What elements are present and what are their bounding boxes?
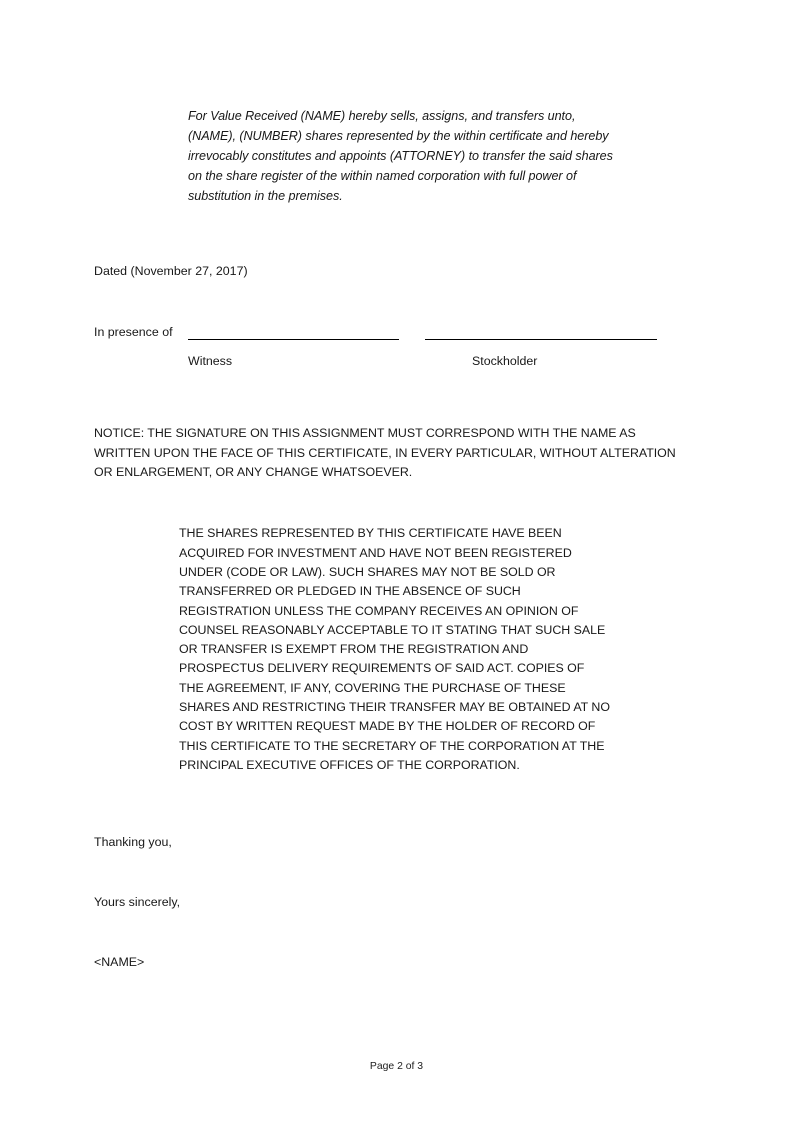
in-presence-of-label: In presence of — [94, 325, 173, 339]
stockholder-signature-line[interactable] — [425, 339, 657, 340]
closing-sincerely: Yours sincerely, — [94, 895, 181, 909]
closing-signature-name: <NAME> — [94, 955, 145, 969]
signature-row — [94, 324, 694, 344]
witness-signature-line[interactable] — [188, 339, 399, 340]
dated-line: Dated (November 27, 2017) — [94, 264, 248, 278]
assignment-paragraph: For Value Received (NAME) hereby sells, assigns, and transfers unto, (NAME), (NUMBER) shares represented by the within certificate and hereby irrevocably constitutes and appoints (ATTORNEY) to transfer the said shares on the share register of the within named corporation with full power of substitution in the premises. — [188, 108, 613, 204]
page-footer: Page 2 of 3 — [369, 1061, 424, 1072]
closing-thanking: Thanking you, — [94, 835, 172, 849]
restrictive-legend-paragraph: THE SHARES REPRESENTED BY THIS CERTIFICATE HAVE BEEN ACQUIRED FOR INVESTMENT AND HAVE NOT BEEN REGISTERED UNDER (CODE OR LAW). SUCH SHARES MAY NOT BE SOLD OR TRANSFERRED OR PLEDGED IN THE ABSENCE OF SUCH REGISTRATION UNLESS THE COMPANY RECEIVES AN OPINION OF COUNSEL REASONABLY ACCEPTABLE TO IT STATING THAT SUCH SALE OR TRANSFER IS EXEMPT FROM THE REGISTRATION AND PROSPECTUS DELIVERY REQUIREMENTS OF SAID ACT. COPIES OF THE AGREEMENT, IF ANY, COVERING THE PURCHASE OF THESE SHARES AND RESTRICTING THEIR TRANSFER MAY BE OBTAINED AT NO COST BY WRITTEN REQUEST MADE BY THE HOLDER OF RECORD OF THIS CERTIFICATE TO THE SECRETARY OF THE CORPORATION AT THE PRINCIPAL EXECUTIVE OFFICES OF THE CORPORATION. — [179, 526, 610, 772]
stockholder-label: Stockholder — [472, 354, 538, 368]
notice-paragraph: NOTICE: THE SIGNATURE ON THIS ASSIGNMENT MUST CORRESPOND WITH THE NAME AS WRITTEN UPON THE FACE OF THIS CERTIFICATE, IN EVERY PARTICULAR, WITHOUT ALTERATION OR ENLARGEMENT, OR ANY CHANGE WHATSOEVER. — [94, 426, 676, 480]
signature-labels — [94, 353, 694, 371]
witness-label: Witness — [188, 354, 233, 368]
